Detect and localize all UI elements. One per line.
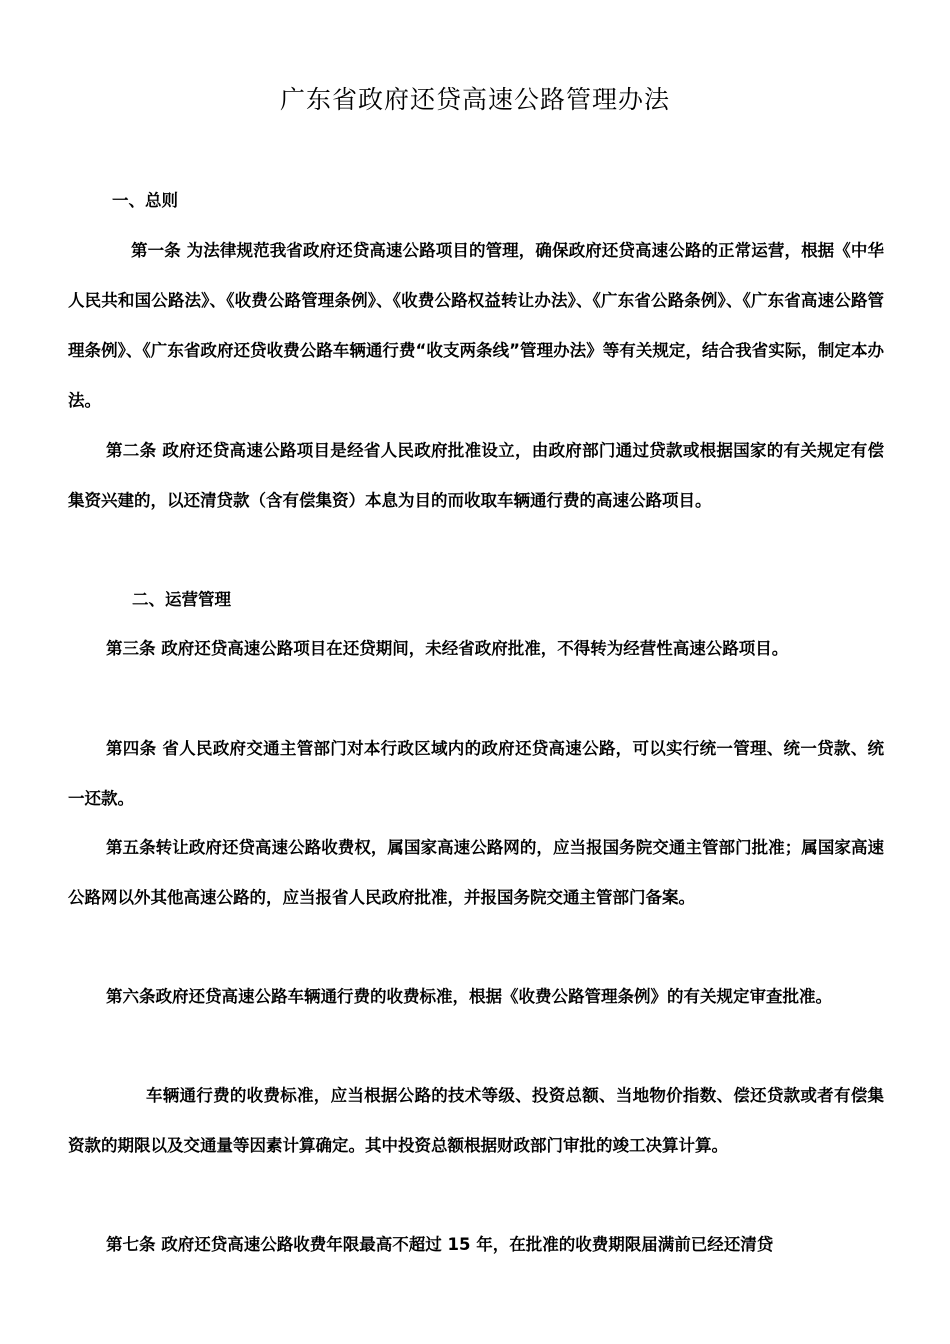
article-6: 第六条政府还贷高速公路车辆通行费的收费标准，根据《收费公路管理条例》的有关规定审查批准。: [106, 987, 832, 1006]
article-6-paragraph-2: 车辆通行费的收费标准，应当根据公路的技术等级、投资总额、当地物价指数、偿还贷款或者有偿集资款的期限以及交通量等因素计算确定。其中投资总额根据财政部门审批的竣工决算计算。: [68, 1086, 884, 1155]
section-heading-operations: 二、运营管理: [132, 590, 231, 609]
article-7: 第七条 政府还贷高速公路收费年限最高不超过 15 年，在批准的收费期限届满前已经还清贷: [106, 1235, 774, 1254]
section-heading-general: 一、总则: [112, 191, 178, 210]
article-5: 第五条转让政府还贷高速公路收费权，属国家高速公路网的，应当报国务院交通主管部门批准；属国家高速公路网以外其他高速公路的，应当报省人民政府批准，并报国务院交通主管部门备案。: [68, 838, 884, 907]
document-title: 广东省政府还贷高速公路管理办法: [279, 85, 670, 114]
article-4: 第四条 省人民政府交通主管部门对本行政区域内的政府还贷高速公路，可以实行统一管理、统一贷款、统一还款。: [68, 739, 884, 808]
article-2: 第二条 政府还贷高速公路项目是经省人民政府批准设立，由政府部门通过贷款或根据国家的有关规定有偿集资兴建的，以还清贷款（含有偿集资）本息为目的而收取车辆通行费的高速公路项目。: [68, 441, 884, 510]
article-3: 第三条 政府还贷高速公路项目在还贷期间，未经省政府批准，不得转为经营性高速公路项目。: [106, 639, 789, 658]
article-1: 第一条 为法律规范我省政府还贷高速公路项目的管理，确保政府还贷高速公路的正常运营，根据《中华人民共和国公路法》、《收费公路管理条例》、《收费公路权益转让办法》、《广东省公路条例》、《广东省高速公路管理条例》、《广东省政府还贷收费公路车辆通行费“收支两条线”管理办法》等有关规定，结合我省实际，制定本办法。: [68, 241, 884, 410]
